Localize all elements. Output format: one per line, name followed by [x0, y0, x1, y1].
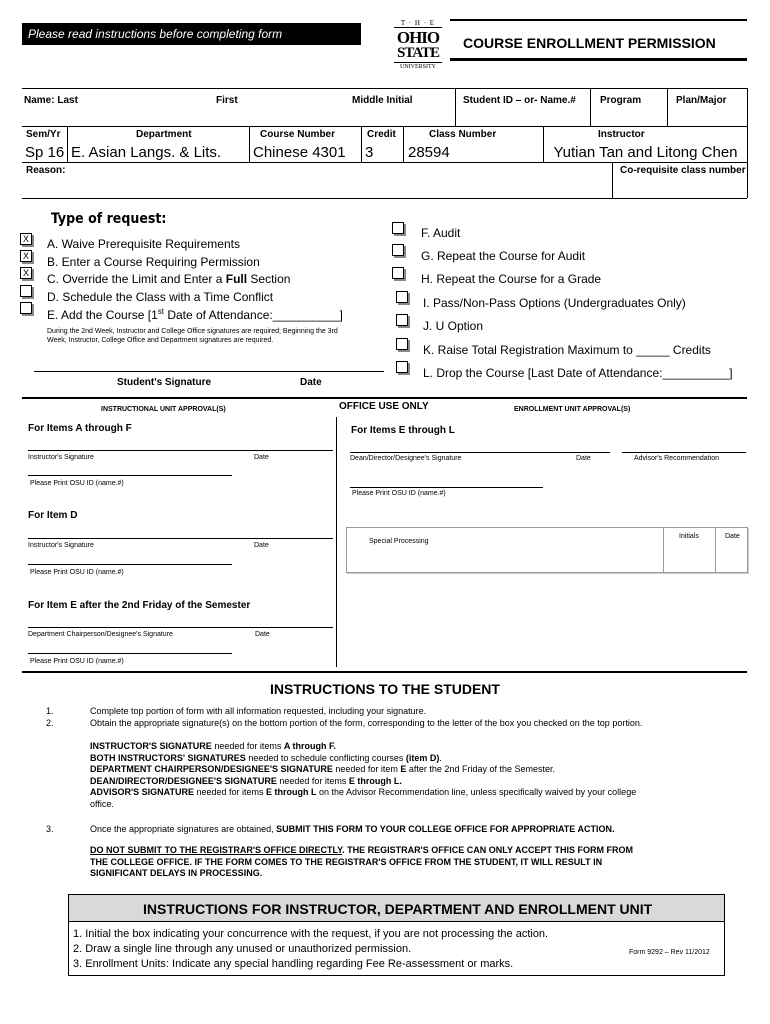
request-c-label [47, 272, 290, 286]
divider-coreq [612, 162, 613, 198]
first-name-label: First [216, 95, 238, 106]
d-signature-line [28, 538, 333, 539]
office-use-heading: OFFICE USE ONLY [339, 401, 429, 412]
request-e-label [47, 307, 343, 322]
request-e-label-pre: E. Add the Course [1 [47, 308, 158, 322]
sig-req-advisor-cont: office. [90, 798, 114, 809]
request-g-label: G. Repeat the Course for Audit [421, 249, 586, 263]
approvals-divider [336, 417, 337, 667]
d-date-label: Date [254, 542, 269, 549]
el-dean-signature-label: Dean/Director/Designee's Signature [350, 455, 462, 462]
e-date-label: Date [255, 631, 270, 638]
instr-num-1: 1. [46, 706, 54, 716]
request-note-line2: Week, Instructor, College Office and Department signatures are required. [47, 337, 274, 344]
program-field[interactable] [594, 108, 664, 124]
divider-credit [361, 126, 362, 162]
course-number-field[interactable] [253, 143, 359, 161]
request-i-label: I. Pass/Non-Pass Options (Undergraduates Only) [423, 296, 686, 310]
checkbox-i[interactable] [396, 291, 408, 303]
special-processing-label: Special Processing [369, 538, 429, 545]
logo-university: UNIVERSITY [394, 62, 442, 70]
name-last-label: Name: Last [24, 95, 78, 106]
instructor-field[interactable] [546, 143, 745, 161]
reason-row-bottom [22, 198, 747, 199]
name-last-field[interactable] [24, 108, 204, 124]
e-print-line [28, 653, 232, 654]
instr-num-3: 3. [46, 824, 54, 834]
item-d-heading: For Item D [28, 510, 78, 521]
divider-plan [667, 88, 668, 126]
request-d-label: D. Schedule the Class with a Time Conflict [47, 290, 274, 304]
request-a-label: A. Waive Prerequisite Requirements [47, 237, 240, 251]
reason-label: Reason: [26, 165, 66, 176]
divider-department [67, 126, 68, 162]
request-f-label: F. Audit [421, 226, 461, 240]
af-date-label: Date [254, 454, 269, 461]
sig-req-instructor: INSTRUCTOR'S SIGNATURE needed for items A through F. [90, 741, 337, 751]
registrar-warning-underlined: DO NOT SUBMIT TO THE REGISTRAR'S OFFICE DIRECTLY [90, 845, 343, 855]
unit-instructions-title: INSTRUCTIONS FOR INSTRUCTOR, DEPARTMENT AND ENROLLMENT UNIT [143, 901, 653, 917]
student-id-field[interactable] [460, 108, 586, 124]
department-field[interactable] [71, 143, 247, 161]
sig-req-chairperson: DEPARTMENT CHAIRPERSON/DESIGNEE'S SIGNATURE needed for item E after the 2nd Friday of the Semester. [90, 764, 555, 774]
student-row-right [747, 88, 748, 126]
title-rule-top [450, 19, 747, 21]
instructional-unit-heading: INSTRUCTIONAL UNIT APPROVAL(S) [101, 406, 226, 413]
program-label: Program [600, 95, 642, 106]
class-number-label: Class Number [429, 129, 497, 140]
e-print-id-label: Please Print OSU ID (name.#) [30, 658, 124, 665]
semyr-label: Sem/Yr [26, 129, 61, 140]
request-h-label: H. Repeat the Course for a Grade [421, 272, 602, 286]
el-advisor-rec-label: Advisor's Recommendation [634, 455, 719, 462]
divider-course-number [249, 126, 250, 162]
unit-instructions-title-box [68, 894, 725, 922]
checkbox-l[interactable] [396, 361, 408, 373]
initials-divider [663, 528, 664, 572]
unit-instruction-3: 3. Enrollment Units: Indicate any special handling regarding Fee Re-assessment or marks. [73, 958, 514, 970]
unit-instruction-2: 2. Draw a single line through any unused or unauthorized permission. [73, 943, 412, 955]
logo-state: STATE [397, 45, 439, 61]
reason-field[interactable] [72, 165, 602, 193]
items-e-l-heading: For Items E through L [351, 425, 455, 436]
enrollment-unit-heading: ENROLLMENT UNIT APPROVAL(S) [514, 406, 631, 413]
registrar-warning: DO NOT SUBMIT TO THE REGISTRAR'S OFFICE DIRECTLY. THE REGISTRAR'S OFFICE CAN ONLY ACCEPT THIS FORM FROM THE COLLEGE OFFICE. IF THE FORM COMES TO THE REGISTRAR'S OFFICE FROM THE STUDENT, IT WILL RESULT IN SIGNIFICANT DELAYS IN PROCESSING. [90, 845, 633, 878]
checkbox-j[interactable] [396, 314, 408, 326]
checkbox-d[interactable] [20, 285, 32, 297]
logo-the: T · H · E [394, 20, 442, 28]
instr-text-3: Once the appropriate signatures are obtained, SUBMIT THIS FORM TO YOUR COLLEGE OFFICE FOR APPROPRIATE ACTION. [90, 824, 615, 834]
checkbox-g[interactable] [392, 244, 404, 256]
sp-date-divider [715, 528, 716, 572]
semyr-field[interactable] [25, 143, 65, 161]
instructions-student-title: INSTRUCTIONS TO THE STUDENT [270, 681, 500, 697]
middle-initial-field[interactable] [350, 108, 450, 124]
checkbox-k[interactable] [396, 338, 408, 350]
divider-class-number [403, 126, 404, 162]
d-print-line [28, 564, 232, 565]
instructions-top-rule [22, 671, 747, 673]
item-e-after-heading: For Item E after the 2nd Friday of the Semester [28, 600, 251, 611]
el-print-id-label: Please Print OSU ID (name.#) [352, 490, 446, 497]
first-name-field[interactable] [210, 108, 340, 124]
request-b-label: B. Enter a Course Requiring Permission [47, 255, 260, 269]
course-row-top [22, 126, 747, 127]
course-row-right [747, 126, 748, 198]
d-print-id-label: Please Print OSU ID (name.#) [30, 569, 124, 576]
sig-req-dean: DEAN/DIRECTOR/DESIGNEE'S SIGNATURE needed for items E through L. [90, 775, 402, 786]
coreq-field[interactable] [616, 180, 744, 196]
el-advisor-line [622, 452, 746, 453]
credit-label: Credit [367, 129, 396, 140]
request-c-label-post: Section [247, 272, 291, 286]
instructor-label: Instructor [598, 129, 645, 140]
instr-text-1: Complete top portion of form with all information requested, including your signature. [90, 706, 427, 716]
logo-ohio: OHIO [396, 28, 440, 47]
student-row-top [22, 88, 747, 89]
student-signature-date-label: Date [300, 377, 322, 388]
class-number-field[interactable] [408, 143, 540, 161]
request-heading: Type of request: [51, 211, 167, 227]
d-instructor-signature-label: Instructor's Signature [28, 542, 94, 549]
sp-date-label: Date [725, 533, 740, 540]
osu-logo [394, 20, 442, 70]
department-label: Department [136, 129, 192, 140]
notice-text: Please read instructions before completing form [28, 27, 283, 41]
page-title: COURSE ENROLLMENT PERMISSION [463, 35, 716, 51]
af-signature-line [28, 450, 333, 451]
request-e-label-sup: st [157, 307, 164, 316]
request-e-label-post: Date of Attendance:__________] [163, 308, 343, 322]
request-note-line1: During the 2nd Week, Instructor and College Office signatures are required; Beginning the 3rd [47, 328, 338, 335]
plan-major-field[interactable] [671, 108, 743, 124]
title-rule-bottom [450, 58, 747, 61]
divider-student-id [455, 88, 456, 126]
form-number: Form 9292 – Rev 11/2012 [629, 949, 710, 956]
e-signature-line [28, 627, 333, 628]
sig-req-advisor: ADVISOR'S SIGNATURE needed for items E through L on the Advisor Recommendation line, unless specifically waived by your college [90, 787, 637, 797]
af-print-id-label: Please Print OSU ID (name.#) [30, 480, 124, 487]
signature-requirements [90, 741, 730, 810]
items-a-f-heading: For Items A through F [28, 423, 132, 434]
el-print-line [350, 487, 543, 488]
student-signature-line [34, 371, 384, 372]
checkbox-h[interactable] [392, 267, 404, 279]
credit-field[interactable] [365, 143, 401, 161]
request-c-label-bold: Full [225, 272, 248, 286]
request-note [47, 327, 377, 345]
plan-major-label: Plan/Major [676, 95, 727, 106]
reason-row-top [22, 162, 747, 163]
checkbox-b[interactable]: X [20, 250, 32, 262]
divider-instructor [543, 126, 544, 162]
checkbox-e[interactable] [20, 302, 32, 314]
af-instructor-signature-label: Instructor's Signature [28, 454, 94, 461]
approvals-top-rule [22, 397, 747, 399]
checkbox-c[interactable]: X [20, 267, 32, 279]
special-processing-box[interactable] [346, 527, 748, 573]
notice-banner [22, 23, 361, 45]
student-id-label: Student ID – or- Name.# [463, 95, 576, 106]
af-print-line [28, 475, 232, 476]
course-number-label: Course Number [260, 129, 336, 140]
checkbox-f[interactable] [392, 222, 404, 234]
student-signature-label: Student's Signature [117, 377, 212, 388]
request-l-label: L. Drop the Course [Last Date of Attendance:__________] [423, 366, 733, 380]
request-c-label-pre: C. Override the Limit and Enter a [47, 272, 226, 286]
unit-instructions-list [73, 927, 548, 972]
el-signature-line [350, 452, 610, 453]
unit-instruction-1: 1. Initial the box indicating your concurrence with the request, if you are not processing the action. [73, 928, 549, 940]
divider-program [590, 88, 591, 126]
sig-req-both-instructors: BOTH INSTRUCTORS' SIGNATURES needed to schedule conflicting courses (item D). [90, 752, 442, 763]
unit-instructions-body [68, 921, 725, 976]
request-j-label: J. U Option [423, 319, 484, 333]
coreq-label: Co-requisite class number [620, 165, 746, 176]
checkbox-a[interactable]: X [20, 233, 32, 245]
e-chair-signature-label: Department Chairperson/Designee's Signature [28, 631, 173, 638]
instr-num-2: 2. [46, 718, 54, 728]
el-date-label: Date [576, 455, 591, 462]
middle-initial-label: Middle Initial [352, 95, 413, 106]
instr-text-2: Obtain the appropriate signature(s) on the bottom portion of the form, corresponding to the letter of the box you checked on the top portion. [90, 718, 643, 728]
request-k-label: K. Raise Total Registration Maximum to _____ Credits [423, 343, 711, 357]
initials-label: Initials [679, 533, 699, 540]
